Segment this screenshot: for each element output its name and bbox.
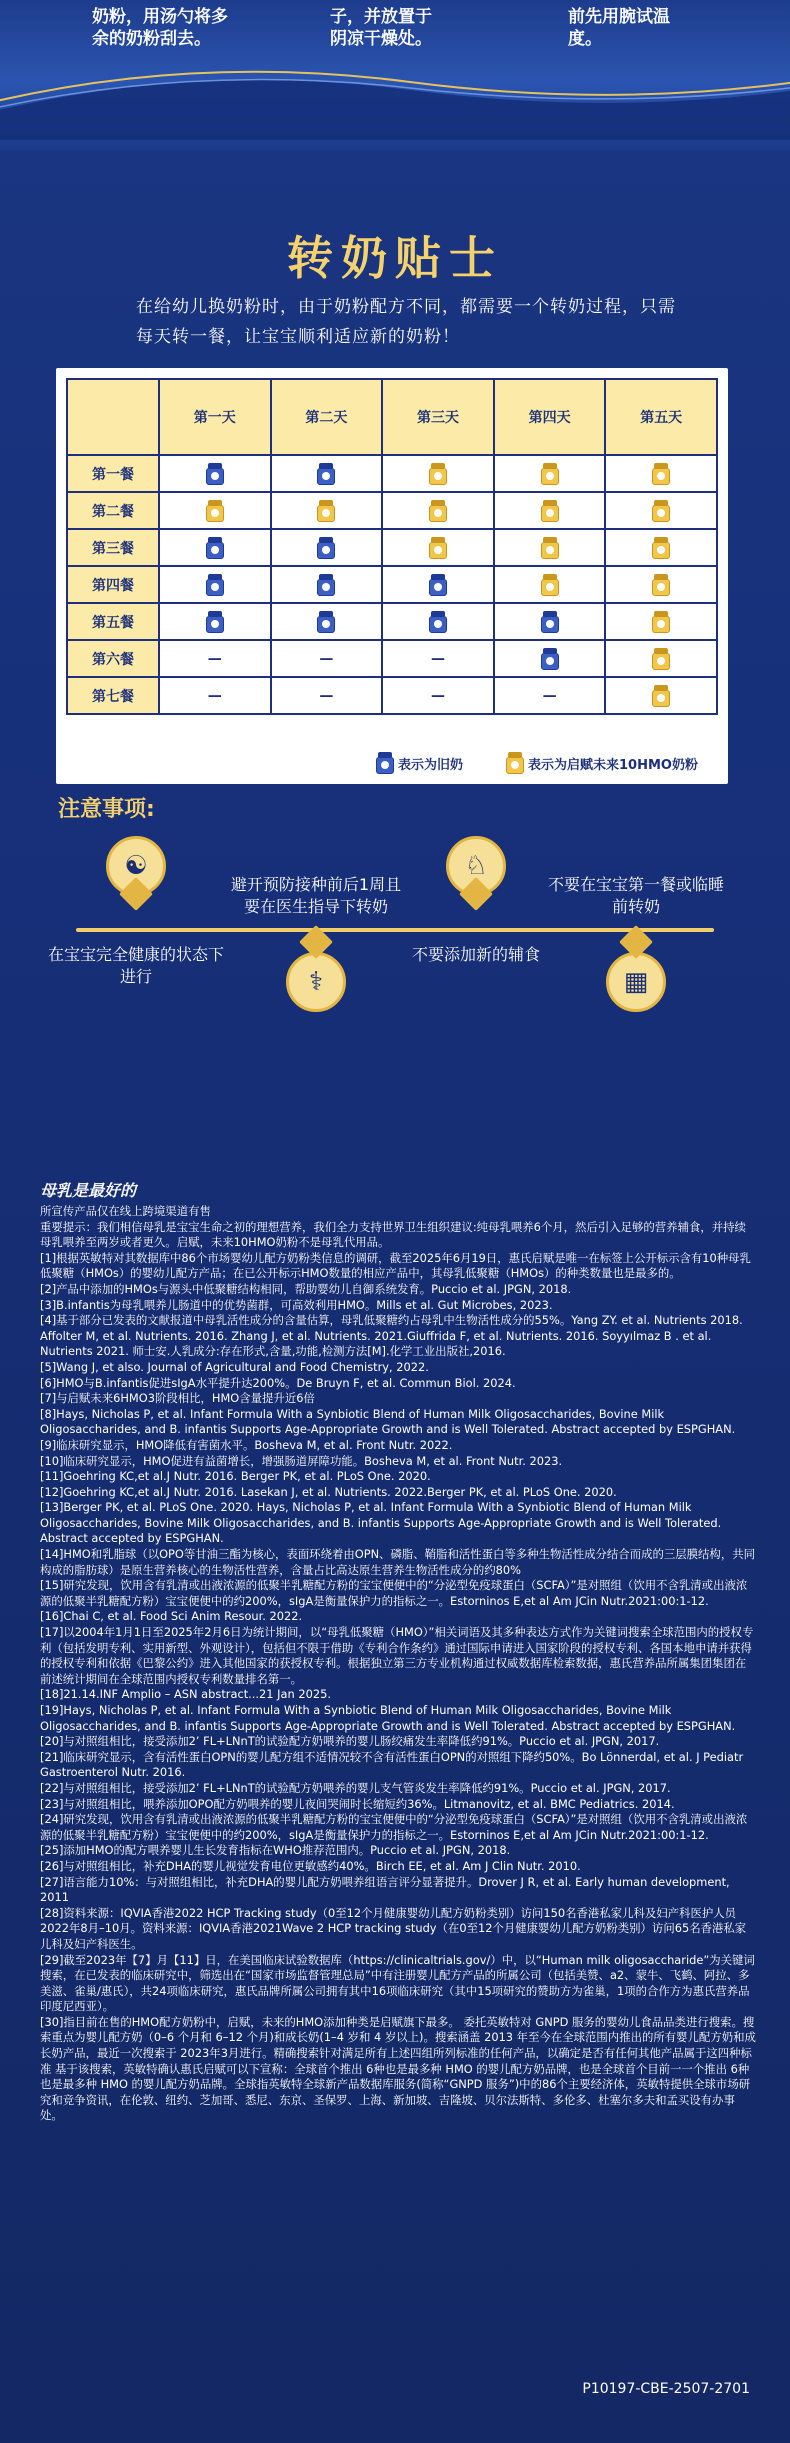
empty-cell — [271, 640, 383, 677]
footnote-line: [8]Hays, Nicholas P, et al. Infant Formula With a Synbiotic Blend of Human Milk Oligosaccharides, Bovine Milk Oligosaccharides, and B. infantis Supports Age-Appropriate Growth and is Well Tolerated. Abstract accepted by ESPGHAN. — [40, 1406, 736, 1437]
crib-pin — [606, 940, 666, 1018]
new-formula-cell — [605, 677, 717, 714]
new-formula-icon — [652, 611, 670, 633]
old-formula-icon — [376, 752, 394, 774]
bottle-pin — [446, 836, 506, 914]
old-formula-icon — [317, 574, 335, 596]
step-text-3: 前先用腕试温 度。 — [568, 7, 670, 49]
dash-mark: — — [319, 687, 334, 704]
footnote-line: [5]Wang J, et also. Journal of Agricultural and Food Chemistry, 2022. — [40, 1359, 429, 1374]
table-row — [67, 603, 717, 640]
day-header: 第五天 — [605, 379, 717, 455]
wave-decoration — [0, 60, 790, 140]
schedule-card — [56, 368, 728, 784]
bottle-icon: ♘ — [464, 851, 488, 881]
footnote-line: [18]21.14.INF Amplio – ASN abstract...21 Jan 2025. — [40, 1687, 331, 1702]
new-formula-cell — [494, 492, 606, 529]
new-formula-icon — [652, 500, 670, 522]
meal-label: 第一餐 — [67, 455, 159, 492]
old-formula-cell — [159, 529, 271, 566]
new-formula-cell — [382, 455, 494, 492]
day-header: 第一天 — [159, 379, 271, 455]
table-row — [67, 566, 717, 603]
old-formula-cell — [494, 640, 606, 677]
new-formula-icon — [506, 752, 524, 774]
new-formula-icon — [652, 574, 670, 596]
day-header: 第二天 — [271, 379, 383, 455]
old-formula-icon — [541, 648, 559, 670]
old-formula-cell — [159, 603, 271, 640]
step-text-1: 奶粉，用汤勺将多 余的奶粉刮去。 — [92, 7, 228, 49]
footnote-line: [4]基于部分已发表的文献报道中母乳活性成分的含量估算，母乳低聚糖约占母乳中生物活性成分的55%。Yang ZY. et al. Nutrients 2018. Affolter M, et al. Nutrients. 2016. Zhang J, et al. Nutrients. 2021.Giuffrida F, et al. Nutrients. 2016. Soyyılmaz B . et al. Nutrients 2021. 师士安.人乳成分:存在形式,含量,功能,检测方法[M].化学工业出版社,2016. — [40, 1313, 743, 1359]
new-formula-cell — [271, 492, 383, 529]
new-formula-cell — [159, 492, 271, 529]
footnote-line: [30]指目前在售的HMO配方奶粉中，启赋，未来的HMO添加种类是启赋旗下最多。 委托英敏特对 GNPD 服务的婴幼儿食品品类进行搜索。搜索重点为婴儿配方奶（0–6 个月和 6–12 个月)和成长奶(1–4 岁和 4 岁以上)。搜索涵盖 2013 年至今在全球范围内推出的所有婴儿配方奶和成长奶产品，最近一次搜索于 2023年3月进行。精确搜索针对满足所有上述四组所列标准的任何产品，以确定是否有任何其他产品属于这四种标准 基于该搜索，英敏特确认惠氏启赋可以下宣称：全球首个推出 6种也是最多种 HMO 的婴儿配方奶品牌，也是全球首个目前一一个推出 6种也是最多种 HMO 的婴儿配方奶品牌。全球指英敏特全球新产品数据库服务(简称“GNPD 服务”)中的86个主要经济体，英敏特提供全球市场研究和竞争资讯，在伦敦、纽约、芝加哥、悉尼、东京、圣保罗、上海、新加坡、吉隆坡、贝尔法斯特、多伦多、杜塞尔多夫和孟买设有办事处。 — [40, 2014, 756, 2123]
footnote-line: [29]截至2023年【7】月【11】日，在美国临床试验数据库（https://clinicaltrials.gov/）中，以“Human milk oligosaccharide”为关键词搜索，在已发表的临床研究中，筛选出在“国家市场监督管理总局”中有注册婴儿配方产品的所属公司（包括美赞、a2、蒙牛、飞鹤、阿拉、多美滋、雀巢/惠氏），共24项临床研究，惠氏品牌所属公司拥有其中16项临床研究（其中15项研究的赞助方为雀巢，1项的合作方为惠氏营养品印度尼西亚）。 — [40, 1952, 755, 2014]
new-formula-cell — [605, 529, 717, 566]
old-formula-cell — [382, 566, 494, 603]
footnote-line: [7]与启赋未来6HMO3阶段相比，HMO含量提升近6倍 — [40, 1391, 315, 1406]
new-formula-icon — [652, 537, 670, 559]
old-formula-icon — [206, 463, 224, 485]
new-formula-icon — [541, 463, 559, 485]
legend-old — [376, 752, 463, 774]
new-formula-cell — [605, 455, 717, 492]
old-formula-icon — [206, 611, 224, 633]
empty-cell — [271, 677, 383, 714]
footnote-line: [23]与对照组相比，喂养添加OPO配方奶喂养的婴儿夜间哭闹时长缩短约36%。Litmanovitz, et al. BMC Pediatrics. 2014. — [40, 1796, 675, 1811]
stroller-pin — [106, 836, 166, 914]
old-formula-icon — [317, 463, 335, 485]
legend-new-label: 表示为启赋未来10HMO奶粉 — [528, 757, 698, 773]
new-formula-cell — [494, 529, 606, 566]
corner-cell — [67, 379, 159, 455]
footnote-line: [12]Goehring KC,et al.J Nutr. 2016. Lasekan J, et al. Nutrients. 2022.Berger PK, et al. PLoS One. 2020. — [40, 1484, 617, 1499]
footnote-line: 重要提示：我们相信母乳是宝宝生命之初的理想营养，我们全力支持世界卫生组织建议:纯母乳喂养6个月，然后引入足够的营养辅食，并持续母乳喂养至两岁或者更久。启赋，未来10HMO奶粉不是母乳代用品。 — [40, 1219, 746, 1250]
meal-label: 第二餐 — [67, 492, 159, 529]
footnote-line: [10]临床研究显示，HMO促进有益菌增长，增强肠道屏障功能。Bosheva M, et al. Front Nutr. 2023. — [40, 1453, 563, 1468]
old-formula-cell — [271, 603, 383, 640]
footnote-line: [21]临床研究显示，含有活性蛋白OPN的婴儿配方组不适情况较不含有活性蛋白OPN的对照组下降约50%。Bo Lönnerdal, et al. J Pediatr Gastroenterol Nutr. 2016. — [40, 1749, 744, 1780]
legend-old-label: 表示为旧奶 — [398, 757, 464, 773]
footnote-line: [17]以2004年1月1日至2025年2月6日为统计期间，以“母乳低聚糖（HMO）”相关词语及其多种表达方式作为关键词搜索全球范围内的授权专利（包括发明专利、实用新型、外观设计），包括但不限于借助《专利合作条约》通过国际申请进入国家阶段的授权专利、各国本地申请并获得的授权专利和依据《巴黎公约》进入其他国家的获授权专利。根据独立第三方专业机构通过权威数据库检索数据，惠氏营养品所属集团集团在前述统计期间在全球范围内授权专利数量排名第一。 — [40, 1625, 754, 1686]
footnote-line: [16]Chai C, et al. Food Sci Anim Resour. 2022. — [40, 1609, 303, 1624]
note-3: 不要添加新的辅食 — [411, 945, 540, 964]
old-formula-icon — [206, 574, 224, 596]
dash-mark: — — [430, 687, 445, 704]
document-code: P10197-CBE-2507-2701 — [582, 2381, 750, 2397]
meal-label: 第五餐 — [67, 603, 159, 640]
footnote-line: [28]资料来源：IQVIA香港2022 HCP Tracking study（0至12个月健康婴幼儿配方奶粉类别）访问150名香港私家儿科及妇产科医护人员2022年8月–10月。资料来源：IQVIA香港2021Wave 2 HCP tracking study（在0至12个月健康婴幼儿配方奶粉类别）访问65名香港私家儿科及妇产科医生。 — [40, 1905, 747, 1951]
new-formula-icon — [206, 500, 224, 522]
old-formula-icon — [317, 611, 335, 633]
legend — [56, 740, 728, 780]
footnote-line: [13]Berger PK, et al. PLoS One. 2020. Hays, Nicholas P, et al. Infant Formula With a Synbiotic Blend of Human Milk Oligosaccharides, Bovine Milk Oligosaccharides, and B. infantis Supports Age-Appropriate Growth and is Well Tolerated. Abstract accepted by ESPGHAN. — [40, 1500, 722, 1546]
old-formula-cell — [159, 455, 271, 492]
brand-slogan: 母乳是最好的 — [40, 1181, 137, 1200]
dash-mark: — — [207, 650, 222, 667]
new-formula-cell — [605, 603, 717, 640]
stroller-icon: ☯ — [124, 851, 148, 881]
new-formula-icon — [429, 463, 447, 485]
day-header: 第四天 — [494, 379, 606, 455]
note-4: 不要在宝宝第一餐或临睡前转奶 — [547, 875, 724, 916]
footnote-line: [2]产品中添加的HMOs与源头中低聚糖结构相同，帮助婴幼儿自御系统发育。Puccio et al. JPGN, 2018. — [40, 1281, 572, 1296]
empty-cell — [382, 640, 494, 677]
old-formula-icon — [429, 574, 447, 596]
doctor-pin — [286, 940, 346, 1018]
old-formula-icon — [206, 537, 224, 559]
notes-title: 注意事项: — [58, 797, 155, 822]
new-formula-icon — [652, 685, 670, 707]
table-row — [67, 492, 717, 529]
footnote-line: [20]与对照组相比，接受添加2’ FL+LNnT的试验配方奶喂养的婴儿肠绞痛发生率降低约91%。Puccio et al. JPGN, 2017. — [40, 1734, 660, 1749]
new-formula-cell — [382, 529, 494, 566]
footnote-line: [11]Goehring KC,et al.J Nutr. 2016. Berger PK, et al. PLoS One. 2020. — [40, 1469, 431, 1484]
new-formula-icon — [541, 574, 559, 596]
note-2: 避开预防接种前后1周且要在医生指导下转奶 — [230, 875, 402, 916]
meal-label: 第四餐 — [67, 566, 159, 603]
footnote-line: [22]与对照组相比，接受添加2’ FL+LNnT的试验配方奶喂养的婴儿支气管炎发生率降低约91%。Puccio et al. JPGN, 2017. — [40, 1780, 671, 1795]
table-row — [67, 677, 717, 714]
meal-label: 第七餐 — [67, 677, 159, 714]
dash-mark: — — [319, 650, 334, 667]
old-formula-cell — [159, 566, 271, 603]
old-formula-icon — [429, 611, 447, 633]
legend-new — [506, 752, 698, 774]
old-formula-cell — [382, 603, 494, 640]
dash-mark: — — [430, 650, 445, 667]
new-formula-icon — [652, 463, 670, 485]
footnote-line: [6]HMO与B.infantis促进sIgA水平提升达200%。De Bruyn F, et al. Commun Biol. 2024. — [40, 1375, 516, 1390]
timeline-line — [76, 928, 714, 932]
footnote-line: [9]临床研究显示，HMO降低有害菌水平。Bosheva M, et al. Front Nutr. 2022. — [40, 1437, 453, 1452]
step-text-2: 子，并放置于 阴凉干燥处。 — [330, 7, 432, 49]
empty-cell — [159, 640, 271, 677]
empty-cell — [382, 677, 494, 714]
footnote-line: 所宣传产品仅在线上跨境渠道有售 — [40, 1204, 211, 1218]
old-formula-cell — [271, 529, 383, 566]
table-header-row — [67, 379, 717, 455]
new-formula-icon — [429, 500, 447, 522]
dash-mark: — — [207, 687, 222, 704]
table-row — [67, 529, 717, 566]
footnote-line: [26]与对照组相比，补充DHA的婴儿视觉发育电位更敏感约40%。Birch EE, et al. Am J Clin Nutr. 2010. — [40, 1858, 581, 1873]
footnote-line: [3]B.infantis为母乳喂养儿肠道中的优势菌群，可高效利用HMO。Mills et al. Gut Microbes, 2023. — [40, 1297, 553, 1312]
note-1: 在宝宝完全健康的状态下进行 — [47, 945, 224, 986]
empty-cell — [494, 677, 606, 714]
new-formula-icon — [429, 537, 447, 559]
new-formula-cell — [605, 492, 717, 529]
new-formula-icon — [652, 648, 670, 670]
top-banner — [0, 0, 790, 150]
section-title: 转奶贴士 — [287, 231, 503, 285]
new-formula-icon — [541, 537, 559, 559]
schedule-table — [66, 378, 718, 715]
old-formula-icon — [541, 611, 559, 633]
empty-cell — [159, 677, 271, 714]
old-formula-icon — [317, 537, 335, 559]
new-formula-cell — [605, 566, 717, 603]
old-formula-cell — [271, 566, 383, 603]
footnotes — [40, 1204, 756, 2124]
intro-text: 在给幼儿换奶粉时，由于奶粉配方不同，都需要一个转奶过程，只需每天转一餐，让宝宝顺利适应新的奶粉！ — [136, 297, 676, 347]
footnote-line: [24]研究发现，饮用含有乳清或出液浓源的低聚半乳糖配方粉的宝宝便便中的“分泌型免疫球蛋白（SCFA）”是对照组（饮用不含乳清或出液浓源的低聚半乳糖配方粉）宝宝便便中的约200%，sIgA是衡量保护力的指标之一。Estorninos E,et al Am JCin Nutr.2021:00:1-12. — [40, 1812, 748, 1842]
footnote-line: [1]根据英敏特对其数据库中86个市场婴幼儿配方奶粉类信息的调研，截至2025年6月19日，惠氏启赋是唯一在标签上公开标示含有10种母乳低聚糖（HMOs）的婴幼儿配方产品；在已公开标示HMO数量的相应产品中，其母乳低聚糖（HMOs）的种类数量也是最多的。 — [40, 1250, 751, 1281]
crib-icon: ▦ — [623, 967, 649, 997]
table-row — [67, 640, 717, 677]
new-formula-icon — [317, 500, 335, 522]
table-row — [67, 455, 717, 492]
day-header: 第三天 — [382, 379, 494, 455]
new-formula-icon — [541, 500, 559, 522]
footnote-line: [19]Hays, Nicholas P, et al. Infant Formula With a Synbiotic Blend of Human Milk Oligosaccharides, Bovine Milk Oligosaccharides, and B. infantis Supports Age-Appropriate Growth and is Well Tolerated. Abstract accepted by ESPGHAN. — [40, 1703, 736, 1733]
old-formula-cell — [271, 455, 383, 492]
footnote-line: [25]添加HMO的配方喂养婴儿生长发育指标在WHO推荐范围内。Puccio et al. JPGN, 2018. — [40, 1843, 511, 1858]
new-formula-cell — [605, 640, 717, 677]
old-formula-cell — [494, 603, 606, 640]
footnote-line: [15]研究发现，饮用含有乳清或出液浓源的低聚半乳糖配方粉的宝宝便便中的“分泌型免疫球蛋白（SCFA）”是对照组（饮用不含乳清或出液浓源的低聚半乳糖配方粉）宝宝便便中的约200%，sIgA是衡量保护力的指标之一。Estorninos E,et al Am JCin Nutr.2021:00:1-12. — [40, 1578, 748, 1608]
new-formula-cell — [494, 566, 606, 603]
dash-mark: — — [542, 687, 557, 704]
footnote-line: [14]HMO和乳脂球（以OPO等甘油三酯为核心，表面环绕着由OPN、磷脂、鞘脂和活性蛋白等多种生物活性成分结合而成的三层膜结构，共同构成的脂肪球）是原生营养核心的生物活性营养，含量占比高达原生营养生物活性成分的约80% — [40, 1547, 755, 1577]
new-formula-cell — [494, 455, 606, 492]
meal-label: 第六餐 — [67, 640, 159, 677]
doctor-icon: ⚕ — [308, 967, 324, 997]
meal-label: 第三餐 — [67, 529, 159, 566]
new-formula-cell — [382, 492, 494, 529]
footnote-line: [27]语言能力10%：与对照组相比，补充DHA的婴儿配方奶喂养组语言评分显著提升。Drover J R, et al. Early human development, 2011 — [40, 1874, 730, 1905]
